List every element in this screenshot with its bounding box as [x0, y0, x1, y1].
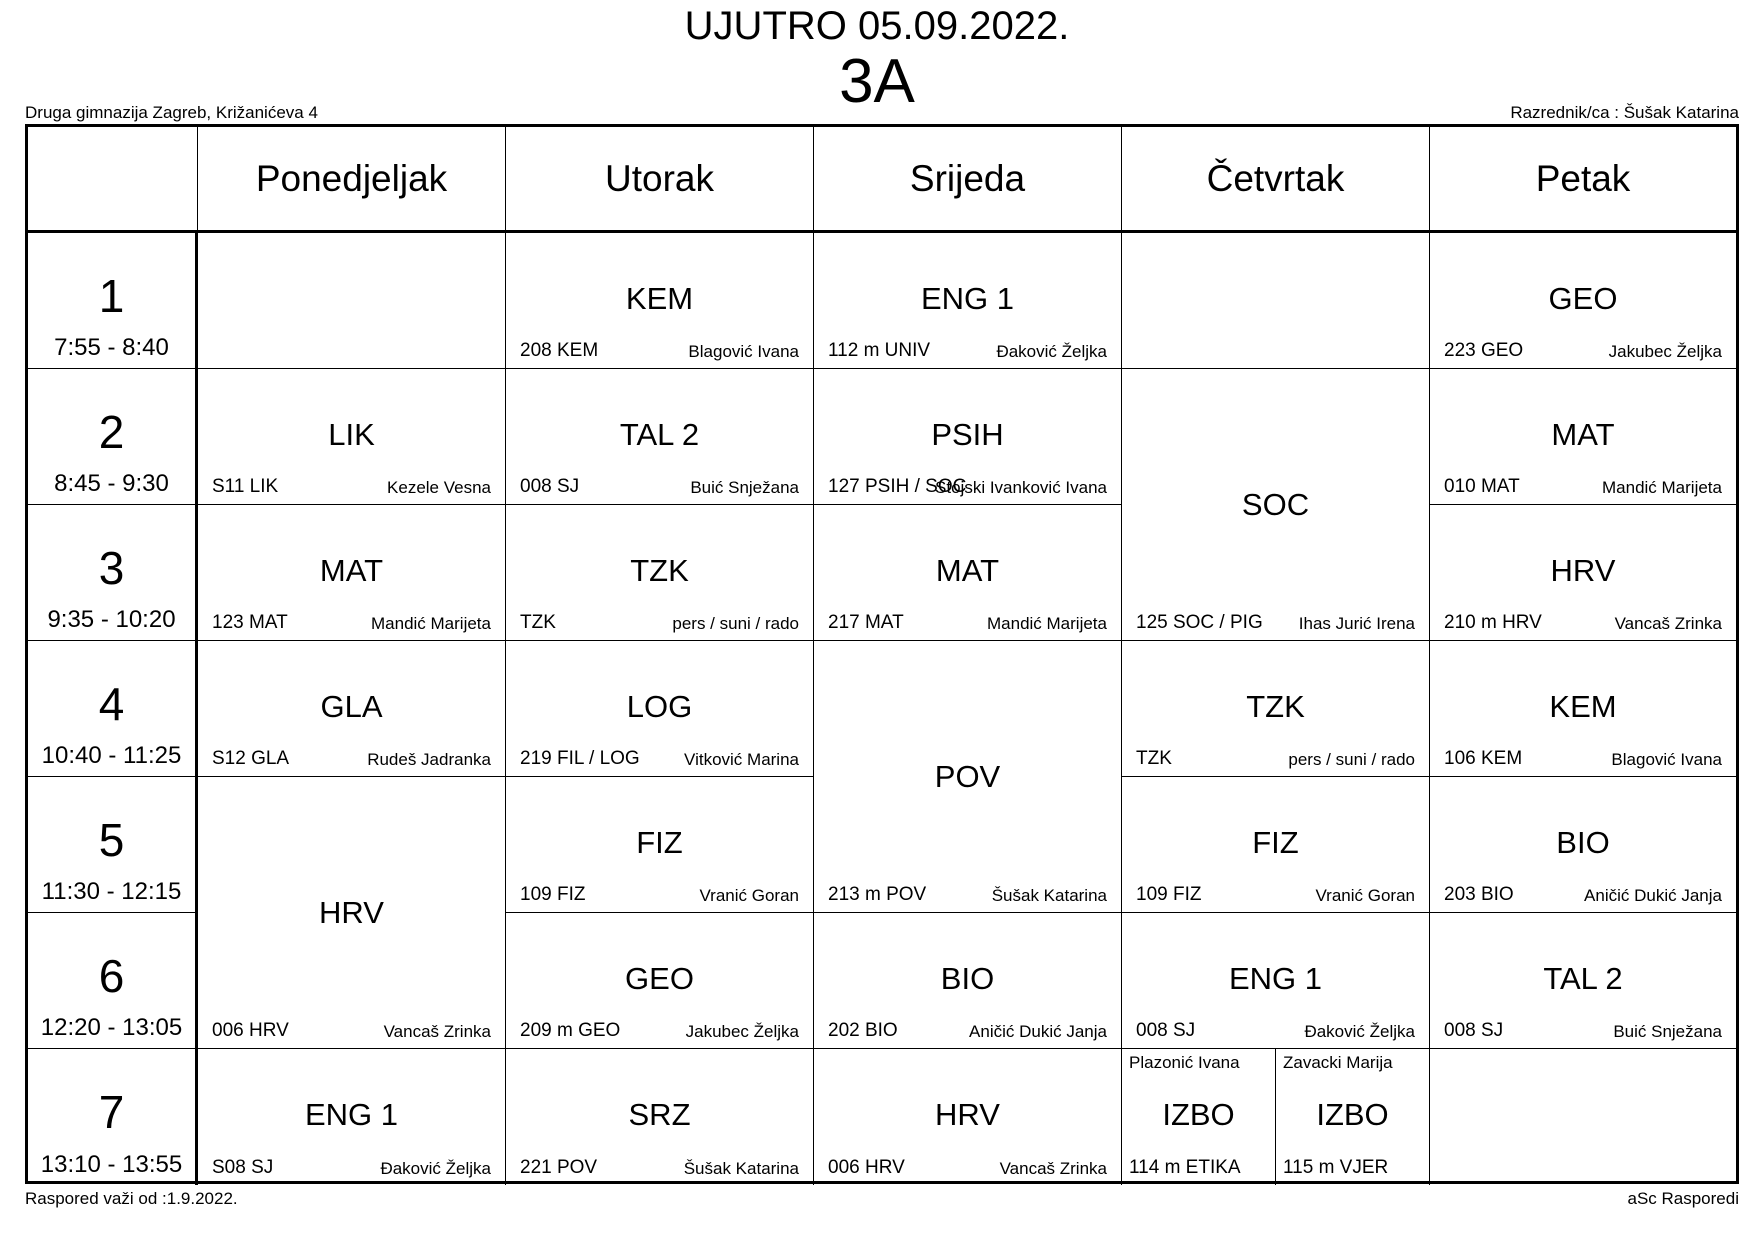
lesson-cell — [1430, 641, 1736, 777]
lesson-room: 006 HRV — [212, 1020, 289, 1041]
lesson-teacher: Plazonić Ivana — [1129, 1053, 1240, 1072]
lesson-cell — [814, 641, 1122, 913]
lesson-room: S12 GLA — [212, 748, 290, 769]
lesson-subject: IZBO — [1162, 1097, 1235, 1132]
period-cell — [28, 233, 198, 369]
lesson-cell — [506, 505, 814, 641]
software-credit: aSc Rasporedi — [1627, 1189, 1739, 1208]
lesson-room: 202 BIO — [828, 1020, 898, 1041]
period-number: 7 — [98, 1086, 125, 1138]
lesson-teacher: Vancaš Zrinka — [383, 1022, 491, 1041]
lesson-cell — [1122, 233, 1430, 369]
lesson-cell — [506, 233, 814, 369]
lesson-subject: LIK — [328, 417, 375, 452]
lesson-room: 106 KEM — [1444, 748, 1523, 769]
lesson-room: 210 m HRV — [1444, 612, 1542, 633]
lesson-room: 008 SJ — [1444, 1020, 1504, 1041]
lesson-cell — [198, 1049, 506, 1185]
lesson-teacher: Šušak Katarina — [991, 886, 1107, 905]
lesson-subject: KEM — [625, 281, 694, 316]
lesson-teacher: Vancaš Zrinka — [999, 1159, 1107, 1178]
period-number: 3 — [98, 542, 125, 594]
school-name: Druga gimnazija Zagreb, Križanićeva 4 — [25, 103, 318, 122]
split-lesson-cell — [1122, 1049, 1276, 1185]
lesson-cell — [1122, 369, 1430, 641]
lesson-cell — [198, 505, 506, 641]
class-name: 3A — [839, 47, 915, 116]
lesson-teacher: Stojski Ivanković Ivana — [935, 478, 1107, 497]
lesson-room: 123 MAT — [212, 612, 288, 633]
lesson-subject: BIO — [940, 961, 995, 996]
lesson-cell — [1430, 233, 1736, 369]
lesson-cell — [1430, 1049, 1736, 1185]
lesson-teacher: Buić Snježana — [1613, 1022, 1722, 1041]
lesson-subject: ENG 1 — [920, 281, 1015, 316]
lesson-cell — [1430, 777, 1736, 913]
lesson-teacher: Mandić Marijeta — [987, 614, 1107, 633]
lesson-subject: PSIH — [931, 417, 1004, 452]
lesson-teacher: Mandić Marijeta — [1602, 478, 1722, 497]
lesson-cell — [506, 913, 814, 1049]
lesson-room: TZK — [1136, 748, 1172, 769]
lesson-subject: ENG 1 — [1228, 961, 1323, 996]
lesson-cell — [814, 913, 1122, 1049]
lesson-teacher: Rudeš Jadranka — [367, 750, 491, 769]
period-cell — [28, 505, 198, 641]
lesson-teacher: Kezele Vesna — [387, 478, 491, 497]
period-number: 1 — [98, 270, 125, 322]
lesson-room: 109 FIZ — [1136, 884, 1202, 905]
lesson-cell — [1122, 641, 1430, 777]
period-cell — [28, 641, 198, 777]
lesson-teacher: Đaković Željka — [996, 342, 1107, 361]
class-teacher: Razrednik/ca : Šušak Katarina — [1510, 103, 1739, 122]
lesson-teacher: Šušak Katarina — [683, 1159, 799, 1178]
lesson-subject: KEM — [1549, 689, 1617, 724]
corner-cell — [28, 127, 198, 233]
lesson-subject: MAT — [319, 553, 384, 588]
lesson-room: 010 MAT — [1444, 476, 1520, 497]
lesson-subject: LOG — [626, 689, 693, 724]
lesson-room: 127 PSIH / SOC — [828, 476, 967, 497]
lesson-subject: TAL 2 — [1543, 961, 1623, 996]
period-time: 13:10 - 13:55 — [40, 1151, 183, 1178]
lesson-room: 217 MAT — [828, 612, 904, 633]
page-title: UJUTRO 05.09.2022. — [684, 4, 1070, 48]
lesson-cell — [1430, 505, 1736, 641]
day-header: Utorak — [506, 127, 814, 233]
lesson-subject: HRV — [935, 1097, 1000, 1132]
lesson-room: 208 KEM — [520, 340, 599, 361]
lesson-cell — [506, 1049, 814, 1185]
lesson-room: S08 SJ — [212, 1157, 274, 1178]
lesson-subject: SOC — [1241, 487, 1310, 522]
lesson-cell — [506, 641, 814, 777]
lesson-teacher: Zavacki Marija — [1283, 1053, 1393, 1072]
lesson-cell — [506, 777, 814, 913]
lesson-subject: TZK — [630, 553, 689, 588]
lesson-cell — [1430, 913, 1736, 1049]
lesson-subject: BIO — [1556, 825, 1610, 860]
period-cell — [28, 913, 198, 1049]
period-time: 7:55 - 8:40 — [54, 334, 169, 361]
day-header: Srijeda — [814, 127, 1122, 233]
lesson-teacher: Ihas Jurić Irena — [1298, 614, 1415, 633]
lesson-subject: GLA — [320, 689, 383, 724]
lesson-cell — [506, 369, 814, 505]
lesson-cell — [814, 505, 1122, 641]
period-number: 6 — [98, 950, 125, 1002]
period-number: 2 — [98, 406, 125, 458]
period-cell — [28, 777, 198, 913]
period-time: 8:45 - 9:30 — [54, 470, 169, 497]
lesson-room: S11 LIK — [212, 476, 279, 497]
lesson-cell — [814, 233, 1122, 369]
lesson-teacher: Vranić Goran — [699, 886, 799, 905]
valid-from-note: Raspored važi od :1.9.2022. — [25, 1189, 238, 1208]
lesson-room: 209 m GEO — [520, 1020, 621, 1041]
lesson-room: 008 SJ — [1136, 1020, 1196, 1041]
lesson-subject: MAT — [935, 553, 1000, 588]
lesson-cell — [198, 777, 506, 1049]
lesson-cell — [1430, 369, 1736, 505]
period-number: 5 — [98, 814, 125, 866]
lesson-teacher: Jakubec Željka — [1608, 342, 1722, 361]
lesson-teacher: Vranić Goran — [1315, 886, 1415, 905]
lesson-teacher: Vancaš Zrinka — [1614, 614, 1722, 633]
lesson-teacher: Mandić Marijeta — [371, 614, 491, 633]
period-time: 12:20 - 13:05 — [40, 1014, 183, 1041]
lesson-room: TZK — [520, 612, 556, 633]
lesson-room: 219 FIL / LOG — [520, 748, 640, 769]
lesson-teacher: Buić Snježana — [690, 478, 799, 497]
lesson-teacher: Aničić Dukić Janja — [969, 1022, 1107, 1041]
lesson-subject: POV — [934, 759, 1001, 794]
lesson-cell — [198, 641, 506, 777]
lesson-room: 213 m POV — [828, 884, 927, 905]
lesson-room: 203 BIO — [1444, 884, 1514, 905]
period-cell — [28, 1049, 198, 1185]
lesson-teacher: Blagović Ivana — [1611, 750, 1722, 769]
day-header: Petak — [1430, 127, 1736, 233]
period-time: 10:40 - 11:25 — [41, 742, 182, 769]
period-time: 9:35 - 10:20 — [47, 606, 176, 633]
lesson-subject: SRZ — [628, 1097, 691, 1132]
lesson-teacher: Đaković Željka — [380, 1159, 491, 1178]
lesson-room: 114 m ETIKA — [1129, 1157, 1241, 1178]
lesson-subject: GEO — [625, 961, 694, 996]
lesson-teacher: Aničić Dukić Janja — [1584, 886, 1722, 905]
lesson-subject: IZBO — [1316, 1097, 1389, 1132]
lesson-subject: GEO — [1548, 281, 1618, 316]
period-time: 11:30 - 12:15 — [41, 878, 182, 905]
period-cell — [28, 369, 198, 505]
lesson-teacher: Jakubec Željka — [685, 1022, 799, 1041]
lesson-subject: HRV — [1550, 553, 1616, 588]
lesson-teacher: Vitković Marina — [684, 750, 799, 769]
lesson-cell — [1122, 913, 1430, 1049]
day-header: Četvrtak — [1122, 127, 1430, 233]
lesson-room: 006 HRV — [828, 1157, 905, 1178]
lesson-subject: MAT — [1551, 417, 1615, 452]
lesson-cell — [814, 369, 1122, 505]
lesson-subject: FIZ — [636, 825, 683, 860]
lesson-cell — [814, 1049, 1122, 1185]
lesson-room: 221 POV — [520, 1157, 598, 1178]
period-number: 4 — [98, 678, 125, 730]
lesson-teacher: Đaković Željka — [1304, 1022, 1415, 1041]
lesson-subject: TZK — [1246, 689, 1305, 724]
lesson-teacher: Blagović Ivana — [688, 342, 799, 361]
lesson-room: 115 m VJER — [1283, 1157, 1389, 1178]
lesson-subject: ENG 1 — [304, 1097, 399, 1132]
lesson-teacher: pers / suni / rado — [672, 614, 799, 633]
split-lesson-cell — [1276, 1049, 1430, 1185]
lesson-cell — [1122, 777, 1430, 913]
lesson-teacher: pers / suni / rado — [1288, 750, 1415, 769]
lesson-room: 125 SOC / PIG — [1136, 612, 1263, 633]
lesson-subject: FIZ — [1252, 825, 1299, 860]
day-header: Ponedjeljak — [198, 127, 506, 233]
lesson-room: 008 SJ — [520, 476, 580, 497]
timetable-grid — [25, 124, 1739, 1184]
lesson-room: 109 FIZ — [520, 884, 586, 905]
lesson-subject: TAL 2 — [619, 417, 700, 452]
lesson-subject: HRV — [319, 895, 384, 930]
lesson-cell — [198, 233, 506, 369]
lesson-room: 223 GEO — [1444, 340, 1524, 361]
lesson-room: 112 m UNIV — [828, 340, 931, 361]
lesson-cell — [198, 369, 506, 505]
